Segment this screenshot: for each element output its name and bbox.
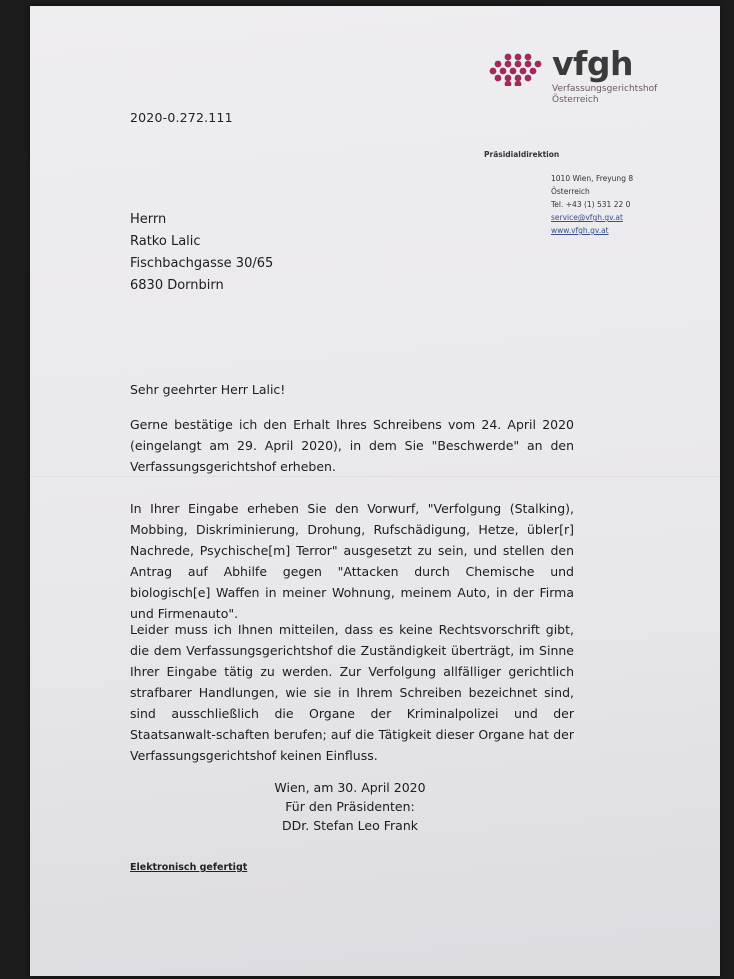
- sender-email-link[interactable]: service@vfgh.gv.at: [551, 213, 623, 222]
- logo-dot: [510, 68, 517, 75]
- sender-address-line1: 1010 Wien, Freyung 8: [551, 174, 634, 183]
- signature-on-behalf: Für den Präsidenten:: [285, 799, 415, 814]
- logo-dot: [530, 68, 537, 75]
- logo-subtitle: [552, 84, 657, 106]
- sender-contact: [551, 172, 633, 237]
- recipient-line2: Ratko Lalic: [130, 234, 201, 249]
- logo-dot: [535, 61, 542, 68]
- logo-wordmark: vfgh: [552, 44, 633, 83]
- logo-dot: [490, 68, 497, 75]
- logo-dot: [515, 75, 522, 82]
- body-paragraph-3: Leider muss ich Ihnen mitteilen, dass es keine Rechtsvorschrift gibt, die dem Verfassungsgerichtshof die Zuständigkeit überträgt, im Sinne Ihrer Eingabe tätig zu werden. Zur Verfolgung allfälliger gerichtlich strafbarer Handlungen, wie sie in Ihrem Schreiben bezeichnet sind, sind ausschließlich die Organe der Kriminalpolizei und der Staatsanwalt-schaften berufen; auf die Tätigkeit dieser Organe hat der Verfassungsgerichtshof keinen Einfluss.: [130, 622, 574, 763]
- logo-dot: [505, 81, 512, 86]
- recipient-address: [130, 209, 273, 297]
- logo-dot: [525, 75, 532, 82]
- reference-number: 2020-0.272.111: [130, 110, 233, 125]
- logo-dot: [495, 75, 502, 82]
- logo-dot: [520, 68, 527, 75]
- logo-dot: [515, 54, 522, 61]
- logo-dot: [505, 54, 512, 61]
- signature-name: DDr. Stefan Leo Frank: [282, 818, 418, 833]
- logo-dot: [505, 61, 512, 68]
- logo-dot: [500, 68, 507, 75]
- department-name: Präsidialdirektion: [484, 150, 560, 159]
- sender-phone: Tel. +43 (1) 531 22 0: [551, 200, 631, 209]
- body-paragraph-2: In Ihrer Eingabe erheben Sie den Vorwurf, "Verfolgung (Stalking), Mobbing, Diskriminierung, Drohung, Rufschädigung, Hetze, übler[r] Nachrede, Psychische[m] Terror" ausgesetzt zu sein, und stellen den Antrag auf Abhilfe gegen "Attacken durch Chemische und biologisch[e] Waffen in meiner Wohnung, meinem Auto, in der Firma und Firmenauto".: [130, 501, 574, 621]
- electronic-signature-note: Elektronisch gefertigt: [130, 862, 248, 873]
- salutation: Sehr geehrter Herr Lalic!: [130, 382, 286, 397]
- letter-page: [30, 6, 720, 976]
- logo-dot: [505, 75, 512, 82]
- logo-subtitle-line1: Verfassungsgerichtshof: [552, 84, 658, 94]
- logo-dot: [515, 61, 522, 68]
- logo-dot: [515, 81, 522, 86]
- body-paragraph-1: Gerne bestätige ich den Erhalt Ihres Schreibens vom 24. April 2020 (eingelangt am 29. April 2020), in dem Sie "Beschwerde" an den Verfassungsgerichtshof erheben.: [130, 417, 574, 474]
- recipient-line1: Herrn: [130, 212, 167, 227]
- sender-website-link[interactable]: www.vfgh.gv.at: [551, 226, 609, 235]
- signature-block: [250, 778, 450, 835]
- logo-dot: [525, 54, 532, 61]
- signature-place-date: Wien, am 30. April 2020: [274, 780, 426, 795]
- recipient-line4: 6830 Dornbirn: [130, 278, 224, 293]
- logo-dots-icon: [486, 52, 546, 86]
- sender-address-line2: Österreich: [551, 187, 590, 196]
- logo-subtitle-line2: Österreich: [552, 95, 599, 105]
- logo-dot: [495, 61, 502, 68]
- logo-dot: [525, 61, 532, 68]
- recipient-line3: Fischbachgasse 30/65: [130, 256, 274, 271]
